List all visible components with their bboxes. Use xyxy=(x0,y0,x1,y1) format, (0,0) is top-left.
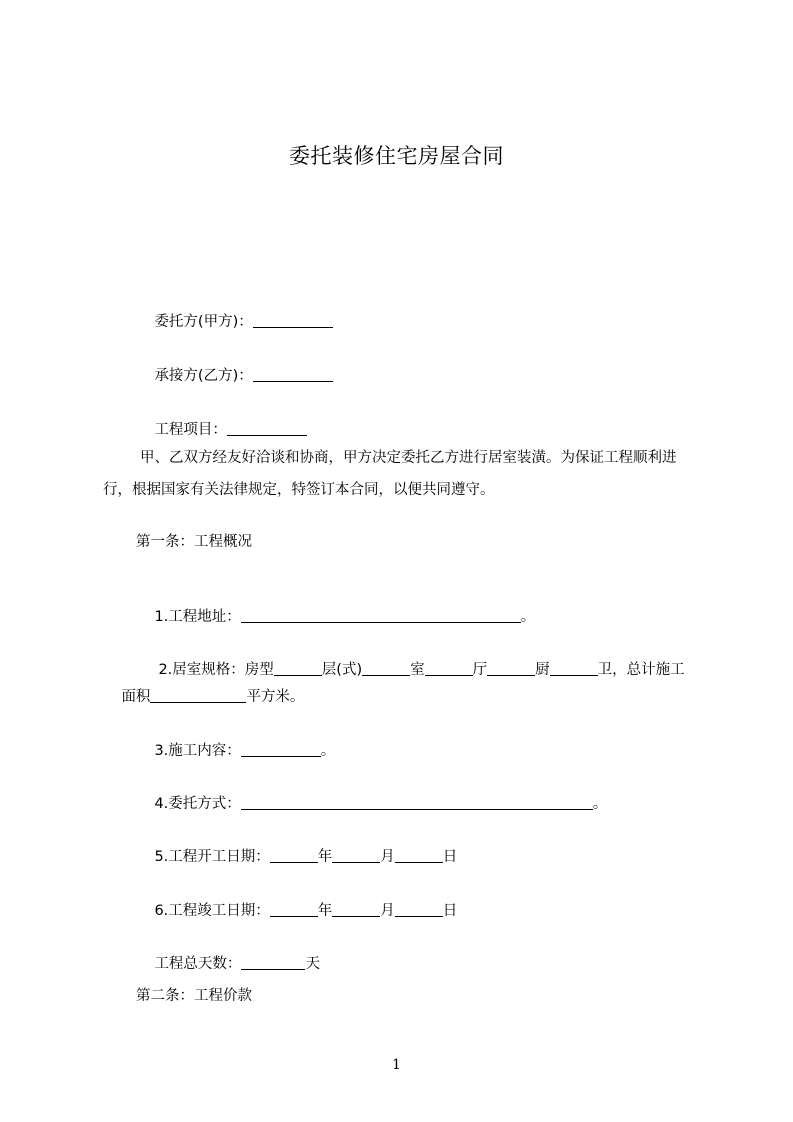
spec-label: 2.居室规格：房型 xyxy=(158,662,274,678)
client-blank xyxy=(253,312,333,328)
hall-text: 厅 xyxy=(472,662,488,678)
end-day-text: 日 xyxy=(442,903,458,919)
address-blank xyxy=(241,607,521,623)
start-day-blank xyxy=(395,847,443,863)
room-blank xyxy=(362,660,410,676)
end-year-text: 年 xyxy=(317,903,333,919)
method-blank xyxy=(241,794,593,810)
bath-blank xyxy=(550,660,598,676)
total-days-label: 工程总天数： xyxy=(154,956,242,972)
area-blank xyxy=(150,687,246,703)
start-year-text: 年 xyxy=(317,849,333,865)
start-month-blank xyxy=(332,847,380,863)
intro-paragraph xyxy=(103,442,705,506)
address-label: 1.工程地址： xyxy=(154,609,241,625)
start-year-blank xyxy=(270,847,318,863)
end-label: 6.工程竣工日期： xyxy=(154,903,270,919)
start-month-text: 月 xyxy=(380,849,395,865)
area-line xyxy=(103,665,304,727)
start-day-text: 日 xyxy=(442,849,458,865)
kitchen-text: 厨 xyxy=(535,662,550,678)
article1-heading: 第一条：工程概况 xyxy=(136,534,252,550)
content-blank xyxy=(241,741,321,757)
end-month-text: 月 xyxy=(380,903,395,919)
start-label: 5.工程开工日期： xyxy=(154,849,270,865)
days-unit: 天 xyxy=(305,956,320,972)
contractor-line xyxy=(136,344,333,406)
end-year-blank xyxy=(270,901,318,917)
method-label: 4.委托方式： xyxy=(154,796,241,812)
client-label: 委托方(甲方)： xyxy=(154,314,253,330)
address-period: 。 xyxy=(520,609,536,625)
end-month-blank xyxy=(332,901,380,917)
document-title: 委托装修住宅房屋合同 xyxy=(289,144,504,168)
intro-text: 甲、乙双方经友好洽谈和协商，甲方决定委托乙方进行居室装潢。为保证工程顺利进行，根据国家有关法律规定，特签订本合同，以便共同遵守。 xyxy=(103,450,677,498)
total-days-blank xyxy=(241,954,305,970)
project-label: 工程项目： xyxy=(154,422,227,438)
content-label: 3.施工内容： xyxy=(154,743,241,759)
room-text: 室 xyxy=(410,662,425,678)
area-unit: 平方米。 xyxy=(246,689,305,705)
content-period: 。 xyxy=(320,743,336,759)
end-day-blank xyxy=(395,901,443,917)
bath-text: 卫，总计施工 xyxy=(597,662,685,678)
total-days-line xyxy=(136,932,320,994)
hall-blank xyxy=(425,660,473,676)
start-date-line xyxy=(136,825,457,887)
area-label: 面积 xyxy=(121,689,151,705)
layer-text: 层(式) xyxy=(321,662,363,678)
client-line xyxy=(136,290,333,352)
page-number: 1 xyxy=(392,1057,401,1073)
kitchen-blank xyxy=(487,660,535,676)
contractor-label: 承接方(乙方)： xyxy=(154,368,253,384)
article2-heading: 第二条：工程价款 xyxy=(136,988,252,1004)
method-period: 。 xyxy=(592,796,608,812)
contractor-blank xyxy=(253,366,333,382)
project-blank xyxy=(227,420,307,436)
